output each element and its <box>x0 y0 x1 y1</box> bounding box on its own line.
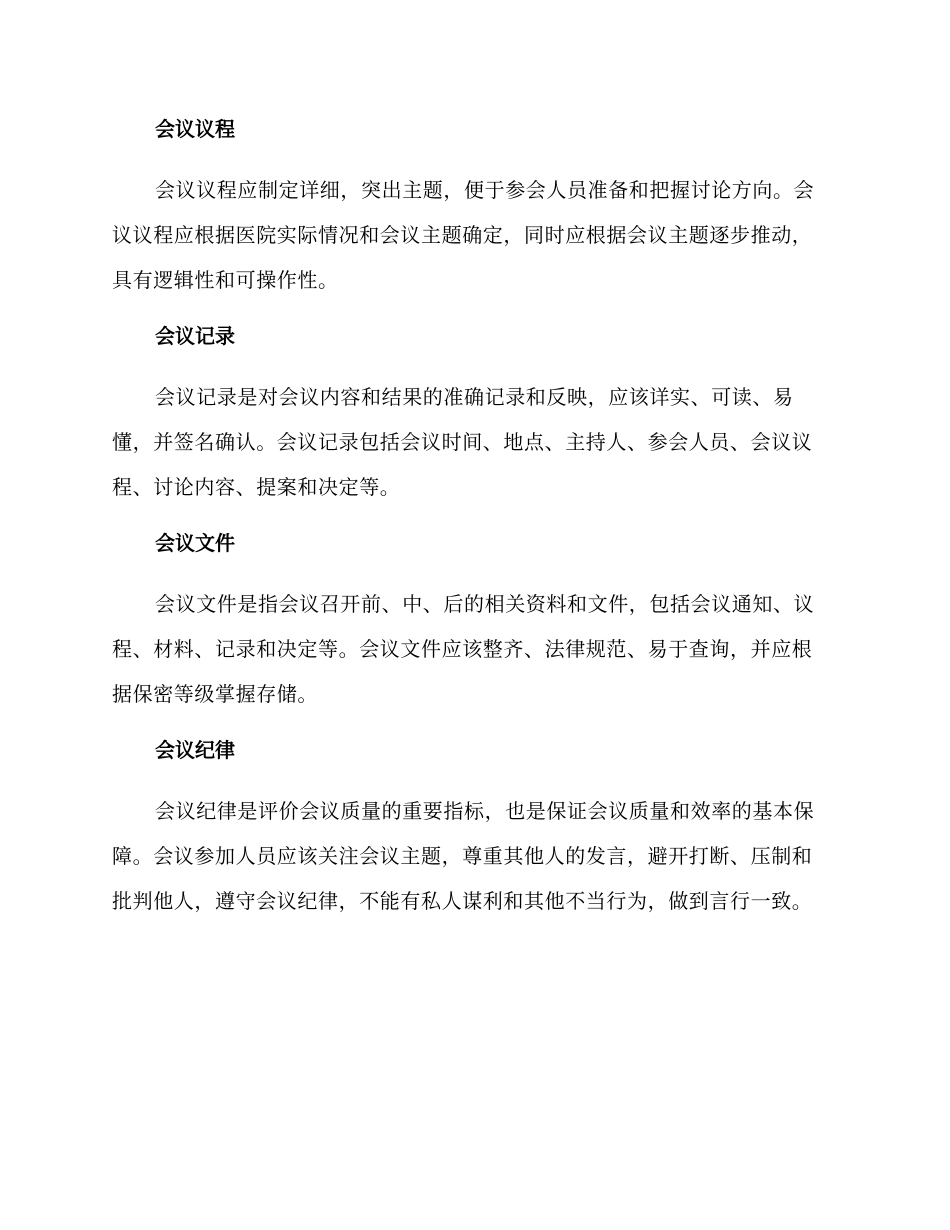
section-heading: 会议议程 <box>155 117 235 141</box>
section-discipline <box>112 731 830 924</box>
section-agenda <box>112 110 830 303</box>
section-documents <box>112 524 830 717</box>
section-paragraph: 会议纪律是评价会议质量的重要指标，也是保证会议质量和效率的基本保障。会议参加人员应该关注会议主题，尊重其他人的发言，避开打断、压制和批判他人，遵守会议纪律，不能有私人谋利和其他不当行为，做到言行一致。 <box>112 799 815 913</box>
section-paragraph: 会议记录是对会议内容和结果的准确记录和反映，应该详实、可读、易懂，并签名确认。会议记录包括会议时间、地点、主持人、参会人员、会议议程、讨论内容、提案和决定等。 <box>112 385 813 499</box>
section-heading: 会议文件 <box>155 531 235 555</box>
section-paragraph: 会议文件是指会议召开前、中、后的相关资料和文件，包括会议通知、议程、材料、记录和决定等。会议文件应该整齐、法律规范、易于查询，并应根据保密等级掌握存储。 <box>112 592 815 706</box>
section-minutes <box>112 317 830 510</box>
section-heading: 会议纪律 <box>155 738 235 762</box>
section-heading: 会议记录 <box>155 324 235 348</box>
document-page <box>112 110 830 938</box>
section-paragraph: 会议议程应制定详细，突出主题，便于参会人员准备和把握讨论方向。会议议程应根据医院实际情况和会议主题确定，同时应根据会议主题逐步推动，具有逻辑性和可操作性。 <box>112 178 815 292</box>
